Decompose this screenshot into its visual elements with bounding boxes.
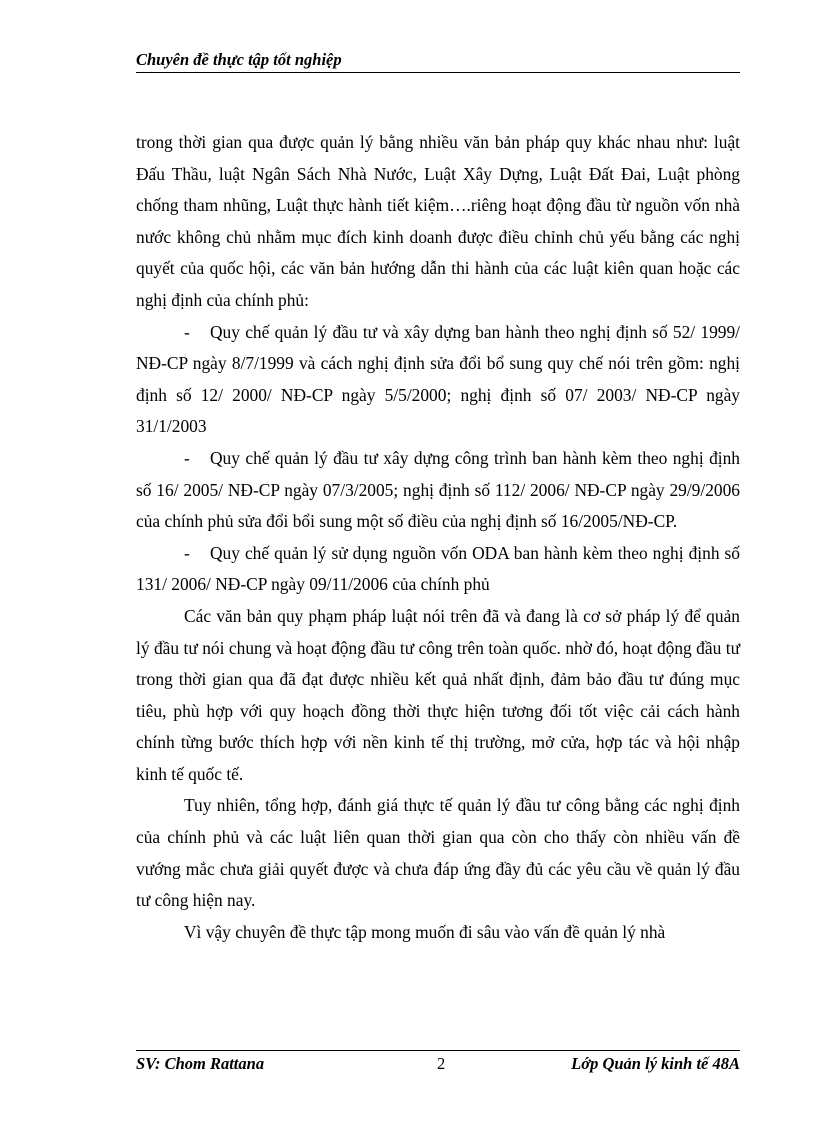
bullet-text-3: Quy chế quản lý sử dụng nguồn vốn ODA ban hành kèm theo nghị định số 131/ 2006/ NĐ-CP ngày 09/11/2006 của chính phủ <box>136 542 740 595</box>
paragraph-2: Các văn bản quy phạm pháp luật nói trên đã và đang là cơ sở pháp lý để quản lý đầu tư nói chung và hoạt động đầu tư công trên toàn quốc. nhờ đó, hoạt động đầu tư trong thời gian qua đã đạt được nhiều kết quả nhất định, đảm bảo đầu tư đúng mục tiêu, phù hợp với quy hoạch đồng thời thực hiện tương đối tốt việc cải cách hành chính từng bước thích hợp với nền kinh tế thị trường, mở cửa, hợp tác và hội nhập kinh tế quốc tế. <box>136 605 740 784</box>
footer-class: Lớp Quản lý kinh tế 48A <box>571 1054 740 1073</box>
page-header-title: Chuyên đề thực tập tốt nghiệp <box>136 50 342 69</box>
footer-rule <box>136 1050 740 1051</box>
bullet-item-1 <box>136 317 740 443</box>
bullet-text-1: Quy chế quản lý đầu tư và xây dựng ban hành theo nghị định số 52/ 1999/ NĐ-CP ngày 8/7/1999 và cách nghị định sửa đổi bổ sung quy chế nói trên gồm: nghị định số 12/ 2000/ NĐ-CP ngày 5/5/2000; nghị định số 07/ 2003/ NĐ-CP ngày 31/1/2003 <box>136 321 740 437</box>
bullet-dash: - <box>184 447 190 468</box>
bullet-item-3 <box>136 538 740 601</box>
page-number: 2 <box>437 1054 446 1073</box>
bullet-dash: - <box>184 542 190 563</box>
bullet-text-2: Quy chế quản lý đầu tư xây dựng công trình ban hành kèm theo nghị định số 16/ 2005/ NĐ-CP ngày 07/3/2005; nghị định số 112/ 2006/ NĐ-CP ngày 29/9/2006 của chính phủ sửa đổi bổi sung một số điều của nghị định số 16/2005/NĐ-CP. <box>136 447 740 532</box>
paragraph-1: trong thời gian qua được quản lý bằng nhiều văn bản pháp quy khác nhau như: luật Đấu Thầu, luật Ngân Sách Nhà Nước, Luật Xây Dựng, Luật Đất Đai, Luật phòng chống tham nhũng, Luật thực hành tiết kiệm….riêng hoạt động đầu từ nguồn vốn nhà nước không chủ nhằm mục đích kinh doanh được điều chỉnh chủ yếu bằng các nghị quyết của quốc hội, các văn bản hướng dẫn thi hành của các luật kiên quan hoặc các nghị định của chính phủ: <box>136 132 740 310</box>
bullet-dash: - <box>184 321 190 342</box>
footer-student: SV: Chom Rattana <box>136 1054 265 1073</box>
paragraph-4: Vì vậy chuyên đề thực tập mong muốn đi sâu vào vấn đề quản lý nhà <box>184 921 666 942</box>
header-rule <box>136 72 740 73</box>
document-body <box>136 127 740 948</box>
paragraph-3: Tuy nhiên, tổng hợp, đánh giá thực tế quản lý đầu tư công bằng các nghị định của chính phủ và các luật liên quan thời gian qua còn cho thấy còn nhiều vấn đề vướng mắc chưa giải quyết được và chưa đáp ứng đầy đủ các yêu cầu về quản lý đầu tư công hiện nay. <box>136 795 740 911</box>
bullet-item-2 <box>136 443 740 538</box>
